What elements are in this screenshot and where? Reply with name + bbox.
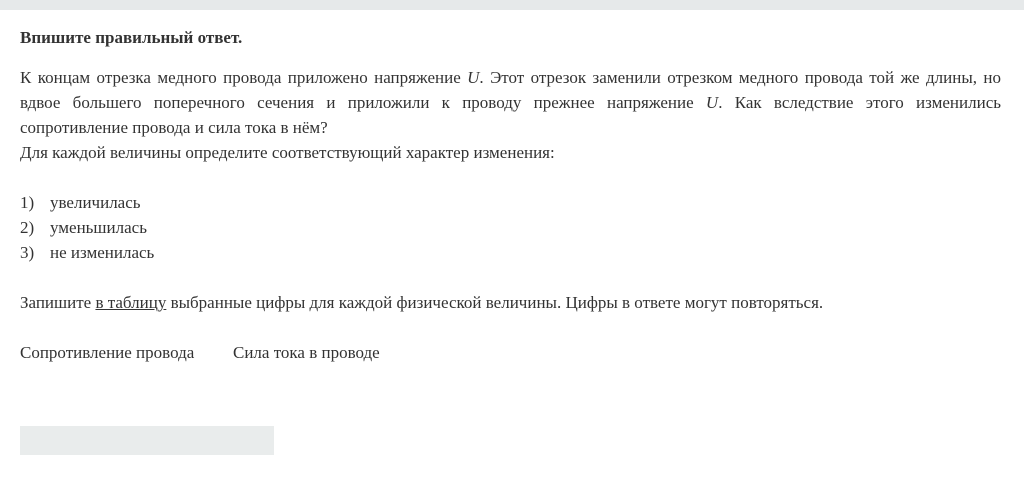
option-number: 2) [20, 218, 35, 237]
option-label: увеличилась [50, 193, 141, 212]
sub-instruction: Для каждой величины определите соответствующий характер изменения: [20, 143, 555, 162]
question-text [20, 65, 1001, 140]
question-text-part: . Как вследствие этого изменились сопротивление провода и сила тока в нём? [20, 93, 1001, 137]
note-text: Запишите [20, 293, 96, 312]
option-number: 3) [20, 243, 35, 262]
variable-u: U [467, 68, 480, 87]
option-number: 1) [20, 193, 35, 212]
answer-input[interactable] [20, 426, 274, 455]
variable-u: U [705, 93, 719, 112]
top-strip [0, 0, 1024, 10]
option-item [20, 215, 1001, 240]
question-content [20, 26, 1001, 365]
table-link[interactable]: в таблицу [95, 293, 167, 312]
option-item [20, 190, 1001, 215]
options-list [20, 190, 1001, 265]
answer-table-headers [20, 340, 1001, 365]
option-item [20, 240, 1001, 265]
option-label: уменьшилась [50, 218, 147, 237]
question-text-part: К концам отрезка медного провода приложено напряжение [20, 68, 468, 87]
note-text: выбранные цифры для каждой физической величины. Цифры в ответе могут повторяться. [166, 293, 824, 312]
question-text-part: . Этот отрезок заменили отрезком медного провода той же длины, но вдвое большего поперечного сечения и приложили к проводу прежнее напряжение [20, 68, 1001, 112]
header-resistance: Сопротивление провода [20, 343, 195, 362]
instruction-heading: Впишите правильный ответ. [20, 28, 243, 47]
answer-note [20, 290, 1001, 315]
option-label: не изменилась [50, 243, 155, 262]
header-current: Сила тока в проводе [233, 343, 380, 362]
